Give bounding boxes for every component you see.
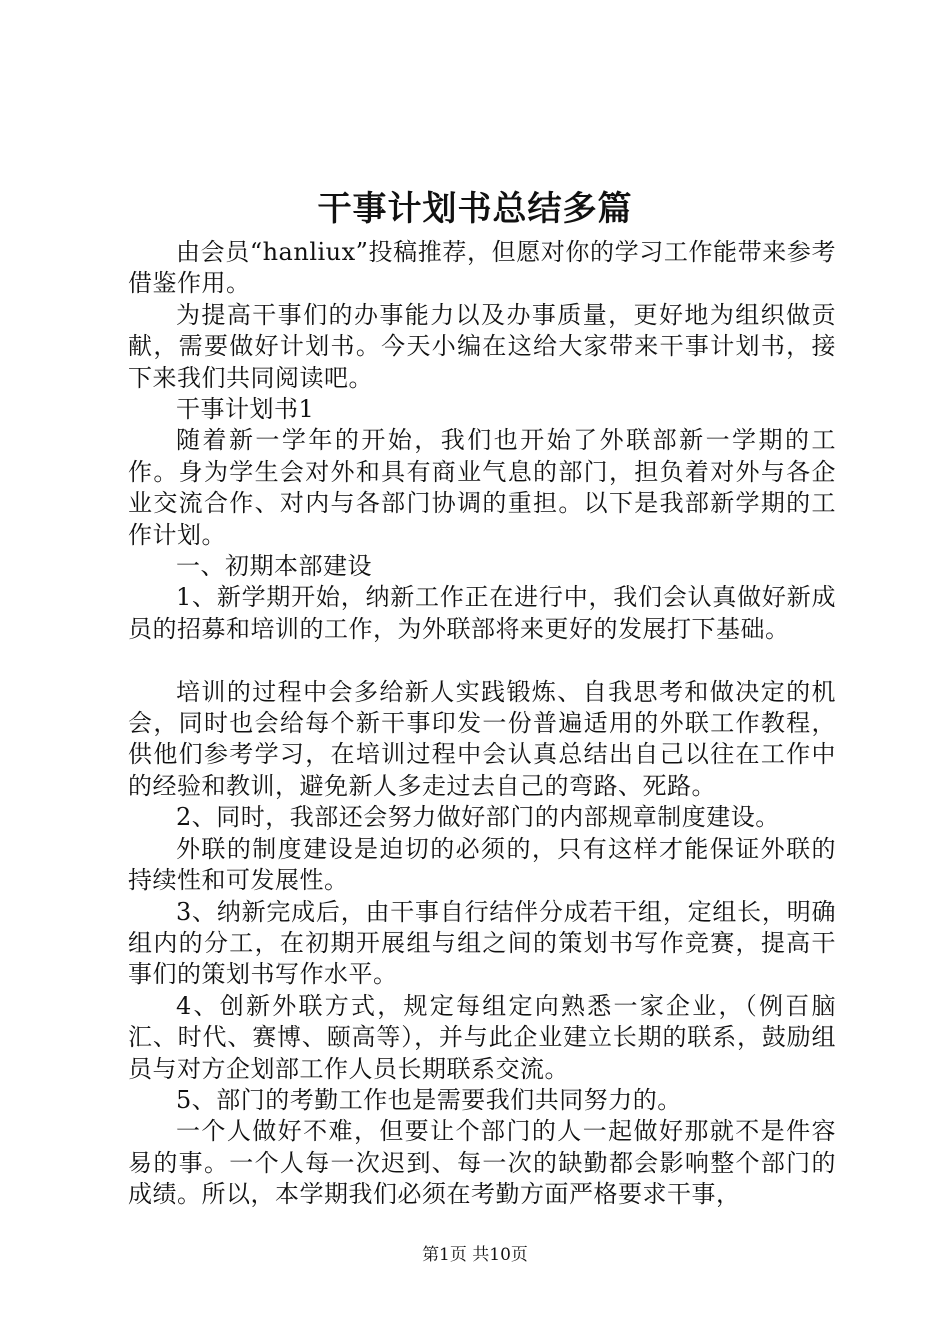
paragraph-item-3: 3、纳新完成后，由干事自行结伴分成若干组，定组长，明确组内的分工，在初期开展组与组之间的策划书写作竞赛，提高干事们的策划书写作水平。 [128,897,836,989]
section-heading-initial-construction: 一、初期本部建设 [176,552,372,581]
paragraph-intro: 由会员“hanliux”投稿推荐，但愿对你的学习工作能带来参考借鉴作用。 [128,238,836,298]
paragraph-item-4: 4、创新外联方式，规定每组定向熟悉一家企业，（例百脑汇、时代、赛博、颐高等），并与此企业建立长期的联系，鼓励组员与对方企划部工作人员长期联系交流。 [128,991,836,1083]
page-number-footer: 第1页 共10页 [422,1245,528,1265]
paragraph-item-1: 1、新学期开始，纳新工作正在进行中，我们会认真做好新成员的招募和培训的工作，为外联部将来更好的发展打下基础。 [128,583,836,643]
document-body [128,237,836,1211]
paragraph-purpose: 为提高干事们的办事能力以及办事质量，更好地为组织做贡献，需要做好计划书。今天小编在这给大家带来干事计划书，接下来我们共同阅读吧。 [128,300,836,392]
section-heading-plan-1: 干事计划书1 [176,395,315,424]
paragraph-attendance: 一个人做好不难，但要让个部门的人一起做好那就不是件容易的事。一个人每一次迟到、每一次的缺勤都会影响整个部门的成绩。所以，本学期我们必须在考勤方面严格要求干事， [128,1117,836,1209]
paragraph-item-5: 5、部门的考勤工作也是需要我们共同努力的。 [176,1085,682,1114]
document-title: 干事计划书总结多篇 [317,189,633,229]
paragraph-system-building: 外联的制度建设是迫切的必须的，只有这样才能保证外联的持续性和可发展性。 [128,834,836,895]
paragraph-new-year: 随着新一学年的开始，我们也开始了外联部新一学期的工作。身为学生会对外和具有商业气息的部门，担负着对外与各企业交流合作、对内与各部门协调的重担。以下是我部新学期的工作计划。 [128,426,836,549]
paragraph-training: 培训的过程中会多给新人实践锻炼、自我思考和做决定的机会，同时也会给每个新干事印发一份普遍适用的外联工作教程，供他们参考学习，在培训过程中会认真总结出自己以往在工作中的经验和教训，避免新人多走过去自己的弯路、死路。 [128,677,836,800]
paragraph-item-2: 2、同时，我部还会努力做好部门的内部规章制度建设。 [176,803,780,832]
